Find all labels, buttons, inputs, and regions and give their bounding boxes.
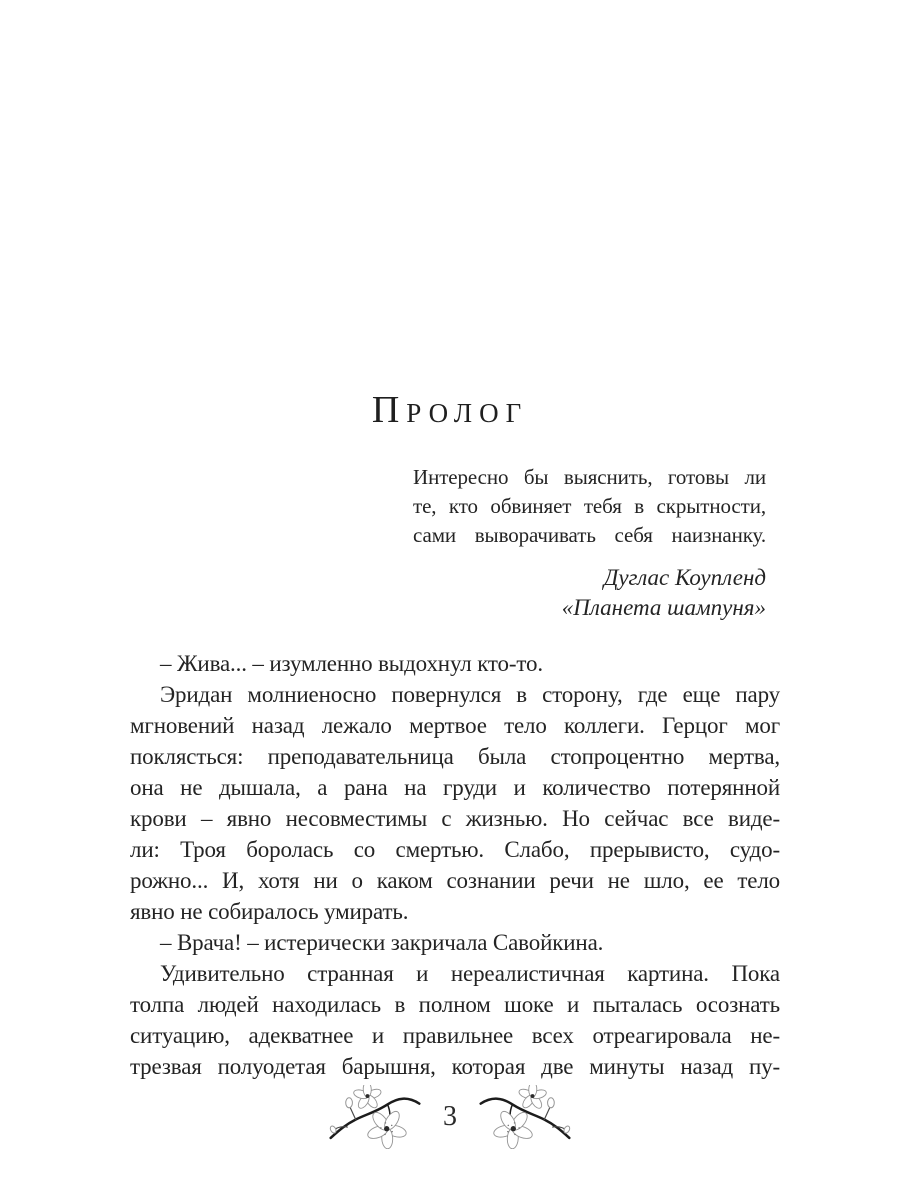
page-number: 3 [443,1101,457,1132]
page-footer [0,1082,900,1152]
epigraph-line: сами выворачивать себя наизнанку. [413,523,766,547]
title-initial-letter: П [371,389,407,431]
body-text [130,648,780,1082]
epigraph-line: Интересно бы выяснить, готовы ли [413,465,766,489]
blossom-branch-ornament-icon [329,1085,421,1149]
body-line: толпа людей находилась в полном шоке и пыталась осознать [130,992,780,1017]
body-line: ли: Троя боролась со смертью. Слабо, прерывисто, судо- [130,837,780,862]
body-line: явно не собиралось умирать. [130,899,409,924]
title-rest-letters: РОЛОГ [406,398,529,428]
body-line: Эридан молниеносно повернулся в сторону, где еще пару [160,682,780,707]
epigraph-author: Дуглас Коупленд [603,565,766,590]
epigraph-line: те, кто обвиняет тебя в скрытности, [413,494,766,518]
blossom-branch-ornament-icon [479,1085,571,1149]
body-line: ситуацию, адекватнее и правильнее всех отреагировала не- [130,1023,780,1048]
page-title [0,390,900,433]
body-line: она не дышала, а рана на груди и количество потерянной [130,775,780,800]
body-line: трезвая полуодетая барышня, которая две минуты назад пу- [130,1054,780,1079]
body-line: поклясться: преподавательница была стопроцентно мертва, [130,744,780,769]
epigraph-block [413,463,766,623]
body-line: крови – явно несовместимы с жизнью. Но сейчас все виде- [130,806,780,831]
epigraph-attribution [413,563,766,623]
body-line: Удивительно странная и нереалистичная картина. Пока [160,961,780,986]
body-line: мгновений назад лежало мертвое тело коллеги. Герцог мог [130,713,780,738]
body-line: – Жива... – изумленно выдохнул кто-то. [160,651,543,676]
body-line: – Врача! – истерически закричала Савойкина. [160,930,604,955]
epigraph-source: «Планета шампуня» [561,595,766,620]
body-line: рожно... И, хотя ни о каком сознании речи не шло, ее тело [130,868,780,893]
